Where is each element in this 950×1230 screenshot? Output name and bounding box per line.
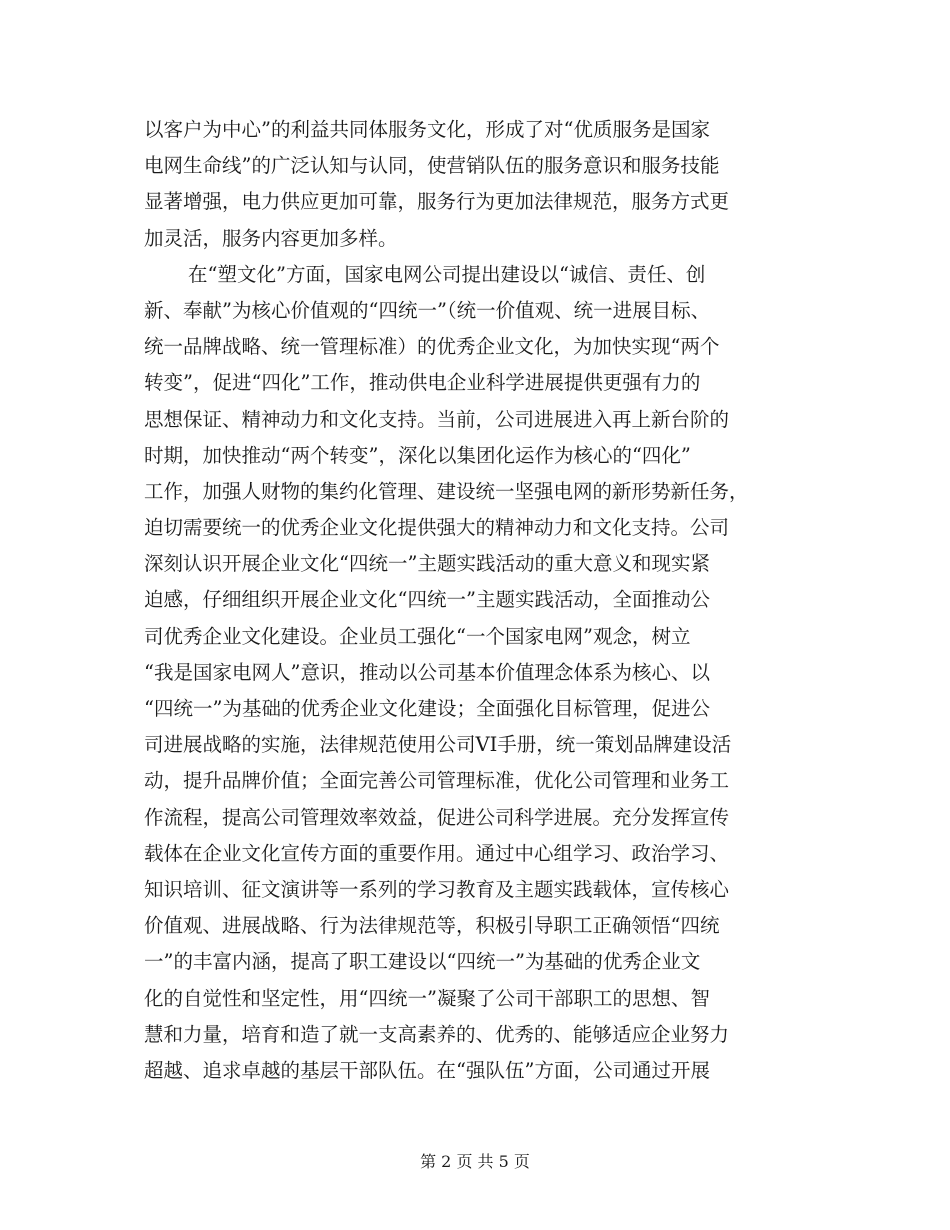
text-line: 慧和力量，培育和造了就一支高素养的、优秀的、能够适应企业努力 [144,1022,730,1046]
text-line: 作流程，提高公司管理效率效益，促进公司科学进展。充分发挥宣传 [144,805,730,829]
text-line: 加灵活，服务内容更加多样。 [144,226,398,250]
text-line: 思想保证、精神动力和文化支持。当前，公司进展进入再上新台阶的 [144,407,730,431]
text-line: 显著增强，电力供应更加可靠，服务行为更加法律规范，服务方式更 [144,190,730,214]
text-line: 转变”，促进“四化”工作，推动供电企业科学进展提供更强有力的 [144,371,701,395]
text-line: 电网生命线”的广泛认知与认同，使营销队伍的服务意识和服务技能 [144,154,720,178]
text-line: 时期，加快推动“两个转变”，深化以集团化运作为核心的“四化” [144,443,691,467]
text-line: 知识培训、征文演讲等一系列的学习教育及主题实践载体，宣传核心 [144,877,730,901]
text-line: 深刻认识开展企业文化“四统一”主题实践活动的重大意义和现实紧 [144,552,710,576]
text-line: 载体在企业文化宣传方面的重要作用。通过中心组学习、政治学习、 [144,841,730,865]
text-line: 超越、追求卓越的基层干部队伍。在“强队伍”方面，公司通过开展 [144,1058,710,1082]
paragraph-start-line: 在“塑文化”方面，国家电网公司提出建设以“诚信、责任、创 [188,262,706,286]
page-number-footer: 第 2 页 共 5 页 [420,1152,530,1171]
text-line: “四统一”为基础的优秀企业文化建设；全面强化目标管理，促进公 [144,697,710,720]
text-line: 动，提升品牌价值；全面完善公司管理标准，优化公司管理和业务工 [144,769,730,793]
text-line: 以客户为中心”的利益共同体服务文化，形成了对“优质服务是国家 [144,118,710,141]
text-line: 化的自觉性和坚定性，用“四统一”凝聚了公司干部职工的思想、智 [144,986,710,1010]
text-line: 工作，加强人财物的集约化管理、建设统一坚强电网的新形势新任务， [144,479,749,503]
text-line: 新、奉献”为核心价值观的“四统一”（统一价值观、统一进展目标、 [144,298,711,322]
text-line: 一”的丰富内涵，提高了职工建设以“四统一”为基础的优秀企业文 [144,950,701,974]
text-line: 司优秀企业文化建设。企业员工强化“一个国家电网”观念，树立 [144,624,691,648]
document-body [144,112,808,1089]
text-line: 价值观、进展战略、行为法律规范等，积极引导职工正确领悟“四统 [144,914,720,938]
text-line: 统一品牌战略、统一管理标准）的优秀企业文化，为加快实现“两个 [144,335,720,359]
text-line: 迫切需要统一的优秀企业文化提供强大的精神动力和文化支持。公司 [144,516,730,540]
text-line: “我是国家电网人”意识，推动以公司基本价值理念体系为核心、以 [144,660,710,684]
text-line: 司进展战略的实施，法律规范使用公司VI手册，统一策划品牌建设活 [144,733,732,757]
text-line: 迫感，仔细组织开展企业文化“四统一”主题实践活动，全面推动公 [144,588,710,612]
